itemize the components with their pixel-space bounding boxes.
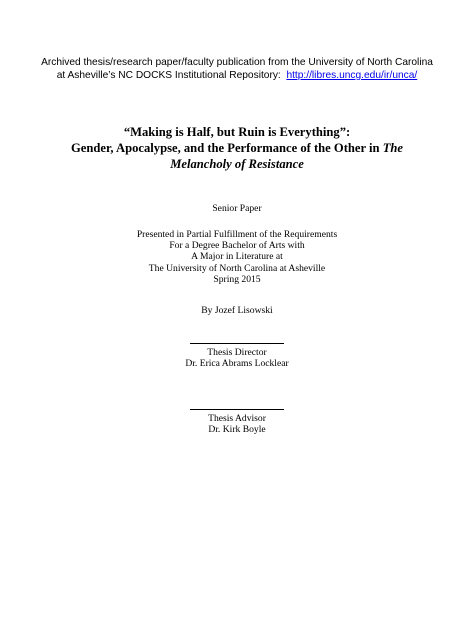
- paper-type: Senior Paper: [212, 203, 262, 214]
- title-line3: Melancholy of Resistance: [170, 157, 304, 171]
- thesis-title: [20, 124, 454, 172]
- author-byline: By Jozef Lisowski: [201, 305, 273, 316]
- fulfillment-statement: [20, 229, 454, 285]
- thesis-advisor-signature: [20, 409, 454, 435]
- archive-notice-line2: [20, 69, 454, 82]
- signature-line: [190, 409, 284, 410]
- archive-notice-repository-text: at Asheville’s NC DOCKS Institutional Repository:: [56, 70, 281, 81]
- title-line2-italic: The: [382, 141, 403, 155]
- archive-notice: [20, 56, 454, 82]
- director-role: Thesis Director: [207, 347, 267, 358]
- title-line2-text: Gender, Apocalypse, and the Performance of the Other in: [71, 141, 380, 155]
- director-name: Dr. Erica Abrams Locklear: [185, 358, 289, 370]
- thesis-director-signature: [20, 343, 454, 369]
- title-line2: [20, 140, 454, 156]
- advisor-name: Dr. Kirk Boyle: [208, 424, 266, 436]
- repository-link[interactable]: http://libres.uncg.edu/ir/unca/: [286, 70, 418, 81]
- fulfillment-line: The University of North Carolina at Asheville: [148, 262, 326, 274]
- fulfillment-line: For a Degree Bachelor of Arts with: [169, 240, 305, 252]
- fulfillment-line: Presented in Partial Fulfillment of the Requirements: [136, 229, 338, 240]
- fulfillment-line: A Major in Literature at: [191, 251, 283, 263]
- signature-line: [190, 343, 284, 344]
- title-line1: “Making is Half, but Ruin is Everything”:: [123, 125, 351, 139]
- archive-notice-line1: Archived thesis/research paper/faculty publication from the University of North Carolina: [41, 57, 433, 68]
- advisor-role: Thesis Advisor: [208, 413, 266, 424]
- fulfillment-line: Spring 2015: [213, 273, 261, 285]
